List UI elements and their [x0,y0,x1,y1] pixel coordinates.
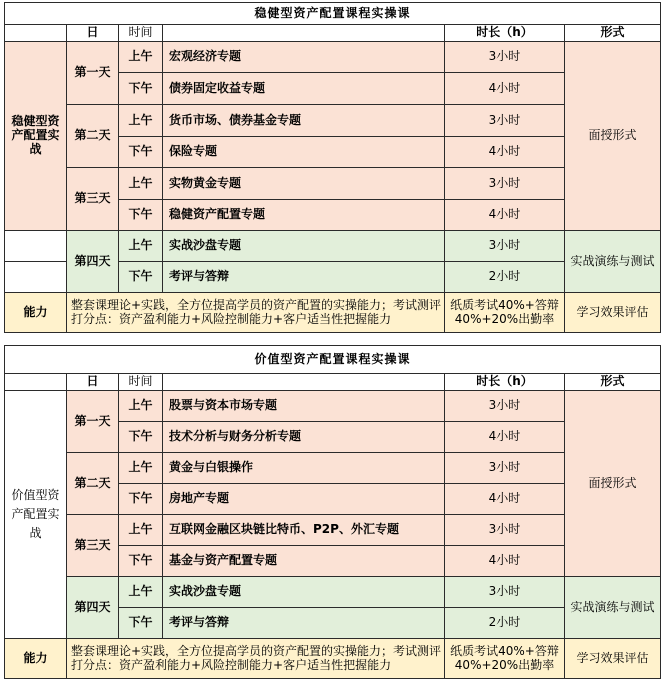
form-practice: 实战演练与测试 [565,231,661,293]
session-topic: 黄金与白银操作 [163,453,445,484]
ability-label: 能力 [5,639,67,679]
header-topic [163,25,445,42]
session-topic: 技术分析与财务分析专题 [163,422,445,453]
session-hours: 4小时 [445,200,565,231]
session-hours: 4小时 [445,546,565,577]
session-hours: 3小时 [445,231,565,262]
header-time: 时间 [119,374,163,391]
session-topic: 货币市场、债券基金专题 [163,105,445,137]
header-duration: 时长（h） [445,25,565,42]
day-label: 第二天 [67,453,119,515]
header-form: 形式 [565,374,661,391]
ability-description [67,293,445,333]
session-hours: 3小时 [445,453,565,484]
session-hours: 4小时 [445,484,565,515]
day-label: 第一天 [67,42,119,105]
session-topic: 考评与答辩 [163,608,445,639]
session-hours: 2小时 [445,608,565,639]
session-topic: 实物黄金专题 [163,168,445,200]
session-hours: 3小时 [445,105,565,137]
session-topic: 房地产专题 [163,484,445,515]
course-name-cell [5,42,67,231]
ability-scoring [445,639,565,679]
ability-desc-line-2: 打分点：资产盈利能力+风险控制能力+客户适当性把握能力 [71,311,392,326]
day-label: 第三天 [67,168,119,231]
session-time: 下午 [119,484,163,515]
session-hours: 4小时 [445,137,565,168]
scoring-line-1: 纸质考试40%+答辩 [450,297,559,312]
header-time: 时间 [119,25,163,42]
session-time: 下午 [119,73,163,105]
session-topic: 稳健资产配置专题 [163,200,445,231]
session-hours: 3小时 [445,168,565,200]
session-time: 上午 [119,42,163,73]
header-day: 日 [67,374,119,391]
ability-description [67,639,445,679]
scoring-line-1: 纸质考试40%+答辩 [450,643,559,658]
session-time: 下午 [119,262,163,293]
session-hours: 3小时 [445,391,565,422]
session-time: 上午 [119,168,163,200]
session-time: 下午 [119,422,163,453]
course-table-steady [4,2,661,333]
course-name-cell [5,391,67,639]
session-hours: 2小时 [445,262,565,293]
header-day: 日 [67,25,119,42]
session-time: 上午 [119,577,163,608]
day-label: 第二天 [67,105,119,168]
session-time: 下午 [119,137,163,168]
day-label: 第四天 [67,231,119,293]
course-name: 价值型资产配置实战 [11,487,60,541]
session-time: 上午 [119,231,163,262]
session-time: 下午 [119,200,163,231]
day-label: 第三天 [67,515,119,577]
header-topic [163,374,445,391]
session-topic: 实战沙盘专题 [163,577,445,608]
session-hours: 3小时 [445,515,565,546]
form-practice: 实战演练与测试 [565,577,661,639]
session-time: 上午 [119,453,163,484]
ability-desc-line-1: 整套课理论+实践，全方位提高学员的资产配置的实操能力；考试测评 [71,297,442,312]
session-topic: 考评与答辩 [163,262,445,293]
ability-scoring [445,293,565,333]
course-name-blank [5,262,67,293]
session-topic: 宏观经济专题 [163,42,445,73]
day-label: 第一天 [67,391,119,453]
table-title: 稳健型资产配置课程实操课 [5,3,661,25]
ability-evaluation: 学习效果评估 [565,639,661,679]
session-time: 下午 [119,546,163,577]
session-time: 上午 [119,105,163,137]
ability-label: 能力 [5,293,67,333]
form-lecture: 面授形式 [565,391,661,577]
scoring-line-2: 40%+20%出勤率 [454,311,555,326]
session-topic: 保险专题 [163,137,445,168]
session-topic: 债券固定收益专题 [163,73,445,105]
session-topic: 互联网金融区块链比特币、P2P、外汇专题 [163,515,445,546]
ability-desc-line-1: 整套课理论+实践，全方位提高学员的资产配置的实操能力；考试测评 [71,643,442,658]
session-hours: 4小时 [445,422,565,453]
session-time: 上午 [119,515,163,546]
header-blank [5,374,67,391]
course-name-blank [5,231,67,262]
form-lecture: 面授形式 [565,42,661,231]
session-hours: 4小时 [445,73,565,105]
course-name: 稳健型资产配置实战 [11,114,60,156]
session-hours: 3小时 [445,42,565,73]
session-topic: 基金与资产配置专题 [163,546,445,577]
scoring-line-2: 40%+20%出勤率 [454,657,555,672]
session-topic: 实战沙盘专题 [163,231,445,262]
course-table-value [4,345,661,679]
ability-desc-line-2: 打分点：资产盈利能力+风险控制能力+客户适当性把握能力 [71,657,392,672]
header-blank [5,25,67,42]
day-label: 第四天 [67,577,119,639]
session-hours: 3小时 [445,577,565,608]
session-time: 上午 [119,391,163,422]
table-title: 价值型资产配置课程实操课 [5,346,661,374]
header-form: 形式 [565,25,661,42]
session-time: 下午 [119,608,163,639]
session-topic: 股票与资本市场专题 [163,391,445,422]
header-duration: 时长（h） [445,374,565,391]
ability-evaluation: 学习效果评估 [565,293,661,333]
